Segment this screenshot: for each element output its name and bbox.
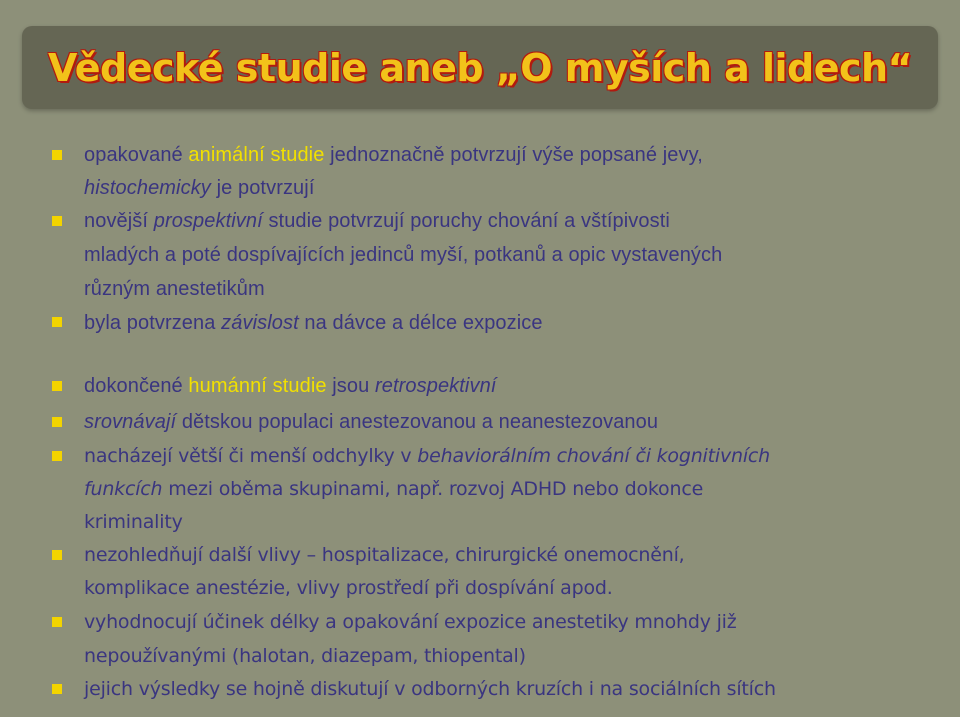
- text-run: nacházejí větší či menší odchylky v: [84, 445, 418, 467]
- italic-text: srovnávají: [84, 411, 177, 433]
- text-run: dokončené: [84, 375, 189, 397]
- italic-text: prospektivní: [153, 210, 263, 232]
- bullet-8-line-2: nepoužívanými (halotan, diazepam, thiopental): [84, 645, 526, 667]
- highlight-text: humánní studie: [188, 375, 327, 397]
- text-run: jsou: [326, 375, 375, 397]
- bullet-marker: [52, 381, 62, 391]
- italic-text: behaviorálním chování či kognitivních: [417, 445, 770, 467]
- bullet-2-line-1: [84, 206, 670, 236]
- bullet-marker: [52, 317, 62, 327]
- bullet-marker: [52, 216, 62, 226]
- bullet-marker: [52, 550, 62, 560]
- bullet-2-line-3: různým anestetikům: [84, 278, 265, 300]
- text-run: novější: [84, 210, 154, 232]
- bullet-marker: [52, 451, 62, 461]
- italic-text: retrospektivní: [375, 375, 497, 397]
- bullet-3-line-1: [84, 308, 543, 338]
- bullet-marker: [52, 150, 62, 160]
- bullet-7-line-2: komplikace anestézie, vlivy prostředí při dospívání apod.: [84, 577, 613, 599]
- text-run: studie potvrzují poruchy chování a vštípivosti: [262, 210, 670, 232]
- bullet-9-line-1: jejich výsledky se hojně diskutují v odborných kruzích i na sociálních sítích: [84, 678, 776, 700]
- bullet-2-line-2: mladých a poté dospívajících jedinců myší, potkanů a opic vystavených: [84, 244, 723, 266]
- bullet-8-line-1: vyhodnocují účinek délky a opakování expozice anestetiky mnohdy již: [84, 611, 737, 633]
- bullet-6-line-2: [84, 474, 703, 504]
- bullet-7-line-1: nezohledňují další vlivy – hospitalizace, chirurgické onemocnění,: [84, 544, 685, 566]
- italic-text: závislost: [221, 312, 299, 334]
- bullet-4-line-1: [84, 371, 496, 401]
- text-run: mezi oběma skupinami, např. rozvoj ADHD nebo dokonce: [162, 478, 704, 500]
- bullet-marker: [52, 617, 62, 627]
- italic-text: histochemicky: [84, 177, 211, 199]
- bullet-6-line-3: kriminality: [84, 511, 183, 533]
- highlight-text: animální studie: [188, 144, 325, 166]
- slide-title: Vědecké studie aneb „O myších a lidech“: [47, 45, 913, 90]
- bullet-marker: [52, 684, 62, 694]
- bullet-1-line-2: [84, 173, 314, 203]
- bullet-1-line-1: [84, 140, 703, 170]
- bullet-5-line-1: [84, 407, 658, 437]
- bullet-6-line-1: [84, 441, 770, 471]
- bullet-marker: [52, 417, 62, 427]
- text-run: opakované: [84, 144, 189, 166]
- text-run: dětskou populaci anestezovanou a neanestezovanou: [176, 411, 659, 433]
- text-run: jednoznačně potvrzují výše popsané jevy,: [324, 144, 703, 166]
- text-run: na dávce a délce expozice: [298, 312, 543, 334]
- text-run: byla potvrzena: [84, 312, 222, 334]
- text-run: je potvrzují: [210, 177, 315, 199]
- italic-text: funkcích: [84, 478, 163, 500]
